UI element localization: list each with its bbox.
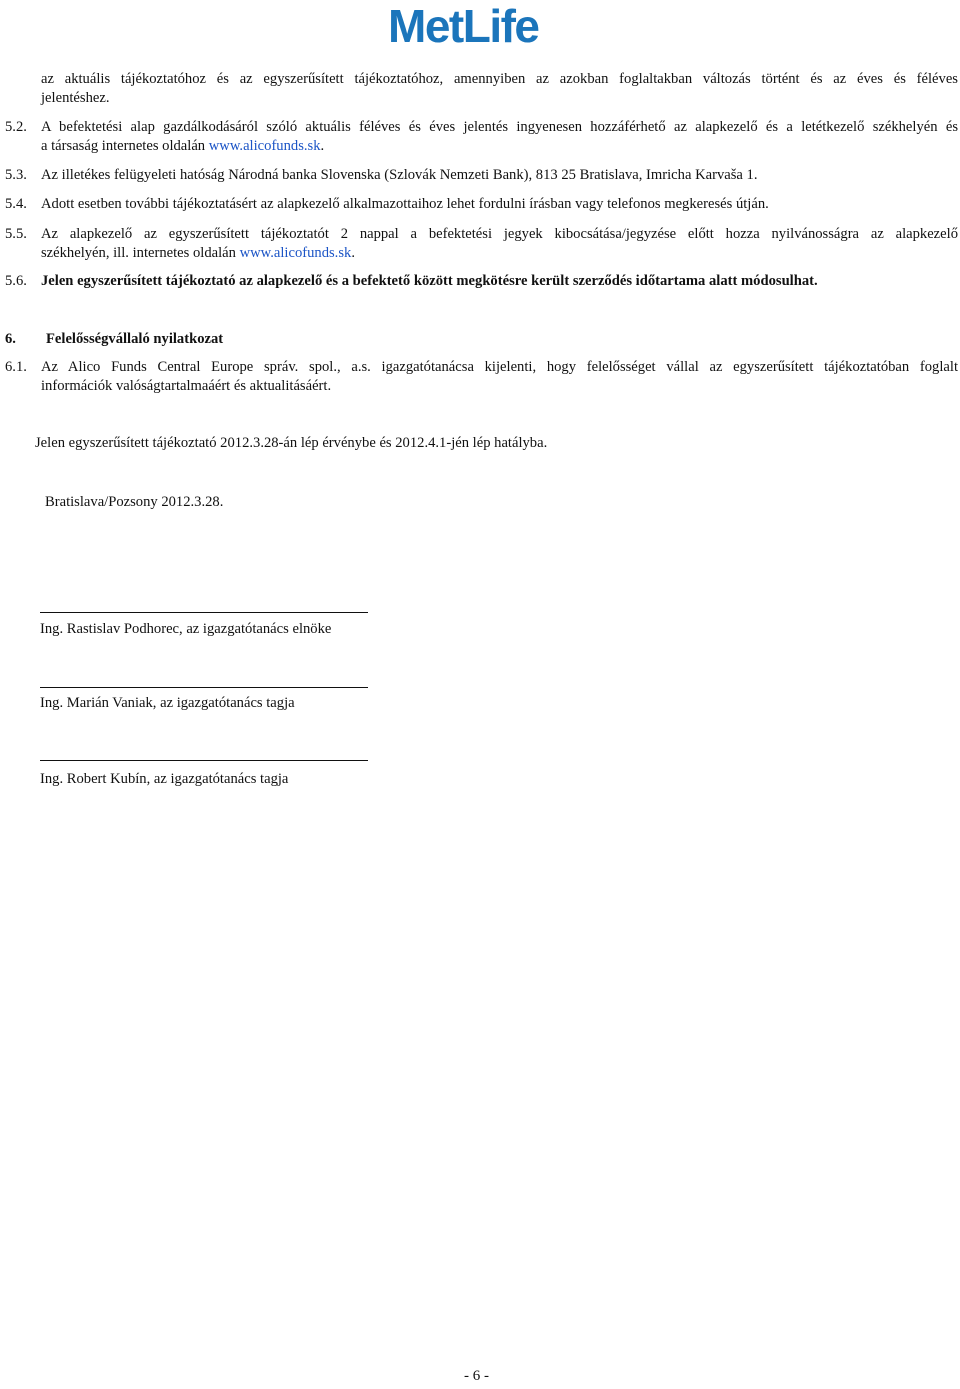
section-number: 6.1. (5, 359, 27, 375)
section-6-title: Felelősségvállaló nyilatkozat (46, 331, 224, 347)
section-5-6-text: Jelen egyszerűsített tájékoztató az alapkezelő és a befektető között megkötésre került szerződés időtartama alatt módosulhat. (41, 273, 818, 289)
section-number: 5.2. (5, 119, 27, 135)
section-5-4-text: Adott esetben további tájékoztatásért az alapkezelő alkalmazottaihoz lehet fordulni írásban vagy telefonos megkeresés útján. (41, 196, 769, 212)
signature-name-3: Ing. Robert Kubín, az igazgatótanács tagja (40, 771, 289, 787)
period: . (351, 245, 355, 261)
signature-line (40, 612, 368, 613)
section-number: 5.4. (5, 196, 27, 212)
page-number: - 6 - (464, 1368, 489, 1384)
place-date: Bratislava/Pozsony 2012.3.28. (45, 494, 224, 510)
section-number: 5.6. (5, 273, 27, 289)
section-6-1-line-2: információk valóságtartalmaáért és aktualitásáért. (41, 378, 332, 394)
section-5-3-text: Az illetékes felügyeleti hatóság Národná banka Slovenska (Szlovák Nemzeti Bank), 813 25 Bratislava, Imricha Karvaša 1. (41, 167, 758, 183)
section-5-2-line-2: a társaság internetes oldalán (41, 138, 209, 154)
section-number: 6. (5, 331, 16, 347)
signature-line (40, 760, 368, 761)
metlife-logo: MetLife (388, 0, 539, 52)
section-5-2-line-1: A befektetési alap gazdálkodásáról szóló aktuális féléves és éves jelentés ingyenesen hozzáférhető az alapkezelő és a letétkezelő székhelyén és (41, 119, 958, 135)
signature-line (40, 687, 368, 688)
signature-name-1: Ing. Rastislav Podhorec, az igazgatótanács elnöke (40, 621, 332, 637)
section-5-5-line-1: Az alapkezelő az egyszerűsített tájékoztatót 2 nappal a befektetési jegyek kibocsátása/jegyzése előtt hozza nyilvánosságra az alapkezelő (41, 226, 958, 242)
effective-date-text: Jelen egyszerűsített tájékoztató 2012.3.28-án lép érvénybe és 2012.4.1-jén lép hatályba. (35, 435, 548, 451)
section-number: 5.5. (5, 226, 27, 242)
section-6-1-line-1: Az Alico Funds Central Europe správ. spol., a.s. igazgatótanácsa kijelenti, hogy felelősséget vállal az egyszerűsített tájékoztatóban foglalt (41, 359, 958, 375)
section-number: 5.3. (5, 167, 27, 183)
alicofunds-link[interactable]: www.alicofunds.sk (208, 138, 321, 154)
section-5-5-line-2: székhelyén, ill. internetes oldalán (41, 245, 240, 261)
intro-line-2: jelentéshez. (41, 90, 110, 106)
period: . (320, 138, 325, 154)
signature-name-2: Ing. Marián Vaniak, az igazgatótanács tagja (40, 695, 295, 711)
intro-line-1: az aktuális tájékoztatóhoz és az egyszerűsített tájékoztatóhoz, amennyiben az azokban foglaltakban változás történt és az éves és féléves (41, 71, 958, 87)
alicofunds-link[interactable]: www.alicofunds.sk (239, 245, 352, 261)
